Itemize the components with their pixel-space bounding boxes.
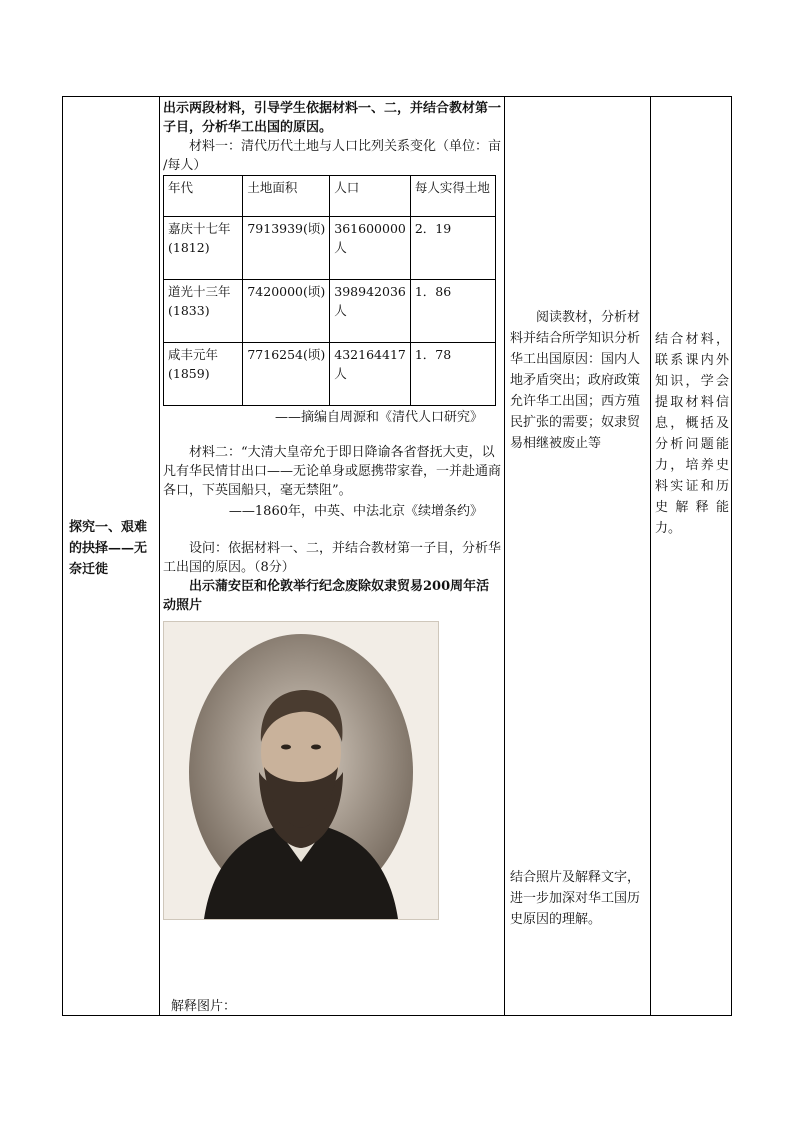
section-label: 探究一、艰难的抉择——无奈迁徙 <box>69 520 148 577</box>
table-row <box>164 280 496 343</box>
table-cell: 2．19 <box>410 217 495 280</box>
land-population-table <box>163 175 496 406</box>
material-two-text: 材料二：“大清大皇帝允于即日降谕各省督抚大吏，以凡有华民情甘出口——无论单身或愿携带家眷，一并赴通商各口，下英国船只，毫无禁阻”。 <box>163 445 502 498</box>
lesson-table <box>62 96 732 1016</box>
table-cell: 398942036人 <box>330 280 411 343</box>
teacher-activity-column <box>163 99 501 920</box>
table-header-cell: 年代 <box>164 176 243 217</box>
material-one-title: 材料一：清代历代土地与人口比列关系变化（单位：亩 /每人） <box>163 139 502 173</box>
table-header-cell: 土地面积 <box>243 176 330 217</box>
table-header-row <box>164 176 496 217</box>
table-header-cell: 每人实得土地 <box>410 176 495 217</box>
material-one-source: ——摘编自周源和《清代人口研究》 <box>274 410 483 425</box>
table-cell: 7716254(顷) <box>243 343 330 406</box>
student-activity-1: 阅读教材，分析材料并结合所学知识分析华工出国原因：国内人地矛盾突出；政府政策允许华工出国；西方殖民扩张的需要；奴隶贸易相继被废止等 <box>510 310 641 451</box>
explain-image-label: 解释图片： <box>171 999 237 1014</box>
table-cell: 1．78 <box>410 343 495 406</box>
portrait-photo <box>163 621 439 920</box>
column-divider <box>650 97 651 1015</box>
table-cell: 361600000人 <box>330 217 411 280</box>
table-cell: 432164417人 <box>330 343 411 406</box>
design-intent: 结合材料，联系课内外知识，学会提取材料信息，概括及分析问题能力，培养史料实证和历史解释能力。 <box>655 332 729 536</box>
material-two-source: ——1860年，中英、中法北京《续增条约》 <box>228 504 483 519</box>
table-cell: 7420000(顷) <box>243 280 330 343</box>
table-cell: 嘉庆十七年(1812) <box>164 217 243 280</box>
column-divider <box>504 97 505 1015</box>
instruction-heading: 出示两段材料，引导学生依据材料一、二，并结合教材第一子目，分析华工出国的原因。 <box>163 101 502 135</box>
table-header-cell: 人口 <box>330 176 411 217</box>
table-cell: 咸丰元年(1859) <box>164 343 243 406</box>
question-text: 设问：依据材料一、二，并结合教材第一子目，分析华工出国的原因。（8分） <box>163 541 502 575</box>
student-activity-2: 结合照片及解释文字，进一步加深对华工国历史原因的理解。 <box>510 870 641 927</box>
table-row <box>164 343 496 406</box>
portrait-image-icon <box>164 622 438 919</box>
table-cell: 7913939(顷) <box>243 217 330 280</box>
photo-heading: 出示蒲安臣和伦敦举行纪念废除奴隶贸易200周年活动照片 <box>163 579 490 613</box>
table-cell: 1．86 <box>410 280 495 343</box>
table-cell: 道光十三年(1833) <box>164 280 243 343</box>
column-divider <box>159 97 160 1015</box>
table-row <box>164 217 496 280</box>
